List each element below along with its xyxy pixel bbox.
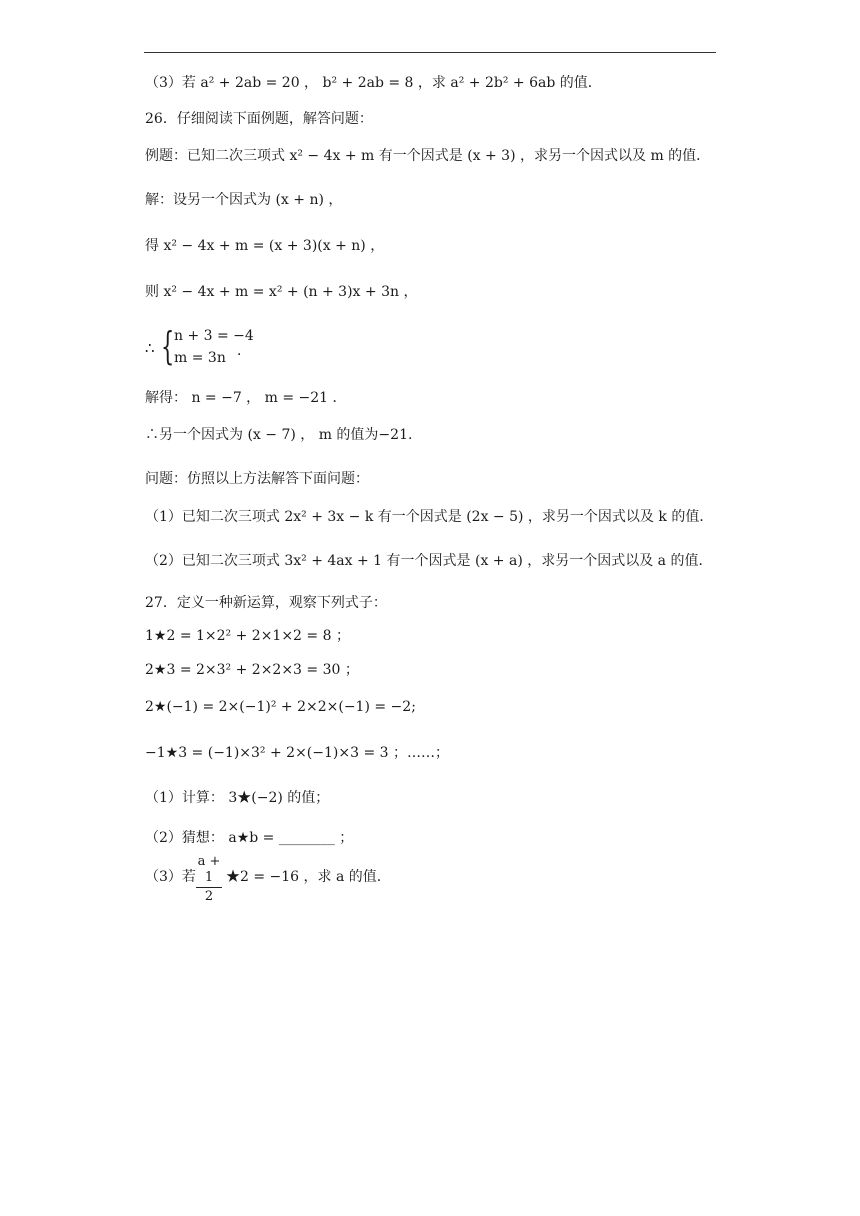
therefore-symbol: ∴ [145, 339, 155, 357]
fraction-denominator: 2 [204, 889, 214, 904]
system-equation-2: m = 3n [174, 350, 226, 366]
problem-26-part-1: （1）已知二次三项式 2x² + 3x − k 有一个因式是 (2x − 5) ，求另一个因式以及 k 的值． [145, 509, 714, 525]
problem-27-part-3-label: （3）若 [145, 869, 196, 885]
problem-26-part-2: （2）已知二次三项式 3x² + 4ax + 1 有一个因式是 (x + a) ，求另一个因式以及 a 的值． [145, 553, 713, 569]
problem-26-instruction: 问题：仿照以上方法解答下面问题： [145, 471, 369, 487]
problem-27-part-1: （1）计算： 3★(−2) 的值； [145, 790, 330, 806]
problem-26-heading: 26．仔细阅读下面例题，解答问题： [145, 111, 373, 127]
problem-27-part-3-rest: ★2 = −16 ，求 a 的值． [226, 869, 391, 885]
example-operation-4: −1★3 = (−1)×3² + 2×(−1)×3 = 3 ；……； [145, 745, 449, 761]
problem-25-part-3: （3）若 a² + 2ab = 20 ， b² + 2ab = 8 ，求 a² + 2b² + 6ab 的值． [145, 75, 602, 91]
header-rule [144, 52, 716, 53]
solution-result: 解得： n = −7 ， m = −21 ． [145, 390, 347, 406]
solution-step-1: 解：设另一个因式为 (x + n) ， [145, 192, 343, 208]
example-statement: 例题：已知二次三项式 x² − 4x + m 有一个因式是 (x + 3) ，求另一个因式以及 m 的值． [145, 148, 711, 164]
fraction-bar [196, 887, 222, 888]
fraction-numerator: a + 1 [197, 854, 221, 885]
fraction [194, 854, 224, 905]
system-period: ． [237, 343, 251, 359]
solution-conclusion: ∴另一个因式为 (x − 7) ， m 的值为−21. [145, 427, 413, 443]
problem-27-part-2: （2）猜想： a★b = ________ ； [145, 830, 354, 846]
system-equation-1: n + 3 = −4 [174, 328, 254, 344]
equation-system [145, 324, 255, 370]
solution-step-2: 得 x² − 4x + m = (x + 3)(x + n) ， [145, 238, 385, 254]
example-operation-2: 2★3 = 2×3² + 2×2×3 = 30 ； [145, 662, 359, 678]
system-brace: { [161, 324, 175, 368]
example-operation-3: 2★(−1) = 2×(−1)² + 2×2×(−1) = −2; [145, 699, 416, 715]
problem-27-heading: 27．定义一种新运算，观察下列式子： [145, 595, 387, 611]
example-operation-1: 1★2 = 1×2² + 2×1×2 = 8 ； [145, 628, 350, 644]
solution-step-3: 则 x² − 4x + m = x² + (n + 3)x + 3n ， [145, 284, 418, 300]
